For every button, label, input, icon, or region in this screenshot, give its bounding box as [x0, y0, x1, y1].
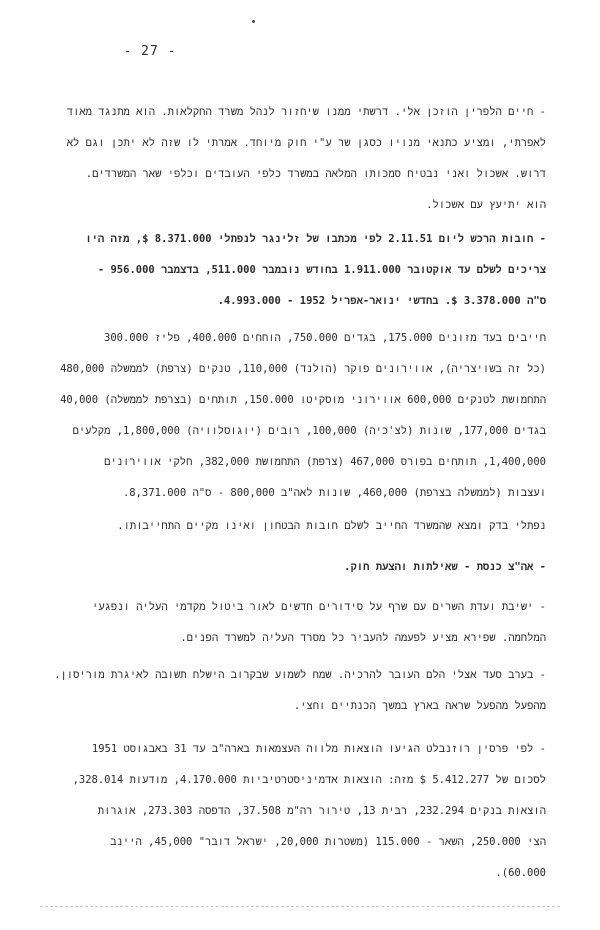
- page-edge-line: [40, 906, 560, 907]
- text-line: - בערב סעד אצלי הלם העובר להרכיה. שמח לשמוע שבקרוב הישלח תשובה לאיגרת מוריסון.: [54, 669, 546, 681]
- text-line: - לפי פרסין רוזנבלט הגיעו הוצאות מלווה העצמאות בארה"ב עד 31 באבגוסט 1951: [91, 743, 546, 755]
- text-line: הצי 250.000, השאר - 115.000 (משטרות 20,000, ישראל דובר" 45,000, היינב: [110, 836, 546, 848]
- paragraph-ministers-committee: [92, 592, 546, 654]
- paragraph-debt-breakdown: [60, 323, 546, 509]
- text-line: לסכום של 5.412.277 $ מזה: הוצאות אדמיניסטרטיביות 4.170.000, מודעות 328.014,: [72, 774, 546, 786]
- text-line: - ישיבת ועדת השרים עם שרף על סידורים חדשים לאור ביטול מקדמי העליה ונפגעי: [92, 601, 546, 613]
- text-line: התחמושת לטנקים 600,000 אווירוני מוסקיטו 150.000, תותחים (בצרפת לממשלה) 40,000: [60, 394, 546, 406]
- page-number: - 27 -: [123, 44, 177, 59]
- text-line: (כל זה בשויצריה), אווירונים פוקר (הולנד) 110,000, טנקים (צרפת) לממשלה 480,000: [60, 363, 546, 375]
- text-line: בגדים 177,000, שונות (לצ'כיה) 100,000, רובים (יוגוסלוויה) 1,800,000, מקלעים: [72, 425, 546, 437]
- text-line: נפתלי בדק ומצא שהמשרד החייב לשלם חובות הבטחון ואינו מקיים התחייבותו.: [117, 520, 546, 532]
- text-line: - אה"צ כנסת - שאילתות והצעת חוק.: [344, 561, 546, 573]
- text-line: 60.000).: [495, 867, 546, 879]
- text-line: הוא יתיעץ עם אשכול.: [426, 199, 546, 211]
- text-line: המלחמה. שפירא מציע לפעמה להעביר כל מסרד העליה למשרד הפנים.: [180, 632, 546, 644]
- paragraph-naftali-check: [92, 511, 546, 542]
- text-line: - חיים הלפרין הוזכן אלי. דרשתי ממנו שיחזור לנהל משרד החקלאות. הוא מתנגד מאוד: [66, 106, 546, 118]
- paragraph-knesset: [92, 552, 546, 583]
- text-line: ועצבות (לממשלה בצרפת) 460,000, שונות לאה"ב 800,000 - ס"ה 8,371.000.: [122, 487, 546, 499]
- text-line: צריכים לשלם עד אוקטובר 1.911.000 בחודש נובמבר 511.000, בדצמבר 956.000 -: [97, 264, 546, 276]
- text-line: ס"ה 3.378.000 $. בחדשי ינואר-אפריל 1952 - 4.993.000.: [217, 295, 546, 307]
- paragraph-halperin: [66, 97, 546, 221]
- text-line: לאפרתי, ומציע כתנאי מנויו כסגן שר ע"י חוק מיוחד. אמרתי לו שזה לא יתכן וגם לא: [66, 137, 546, 149]
- stray-dot: [252, 20, 255, 23]
- text-line: דרוש. אשכול ואני נבטיח סמכותו המלאה במשרד כלפי העובדים וכלפי שאר המשרדים.: [85, 168, 546, 180]
- text-line: - חובות הרכש ליום 2.11.51 לפי מכתבו של זלינגר לנפתלי 8.371.000 $, מזה היו: [85, 233, 546, 245]
- text-line: חייבים בעד מזונים 175.000, בגדים 750.000, הוחחים 400.000, פליז 300.000: [104, 332, 546, 344]
- text-line: 1,400,000, תותחים בפורס 467,000 (צרפת) התחמושת 382,000, חלקי אווירונים: [104, 456, 546, 468]
- paragraph-loan-expenses: [72, 734, 546, 889]
- text-line: מהפעל מהפעל שראה בארץ במשך הכנתיים וחצי.: [293, 700, 546, 712]
- text-line: הוצאות בנקים 232.294, רבית 13, טירור רה"מ 37.508, הדפסה 273.303, אוגרות: [97, 805, 546, 817]
- paragraph-rechesh-debts: [85, 224, 546, 317]
- paragraph-evening-dinner: [54, 660, 546, 722]
